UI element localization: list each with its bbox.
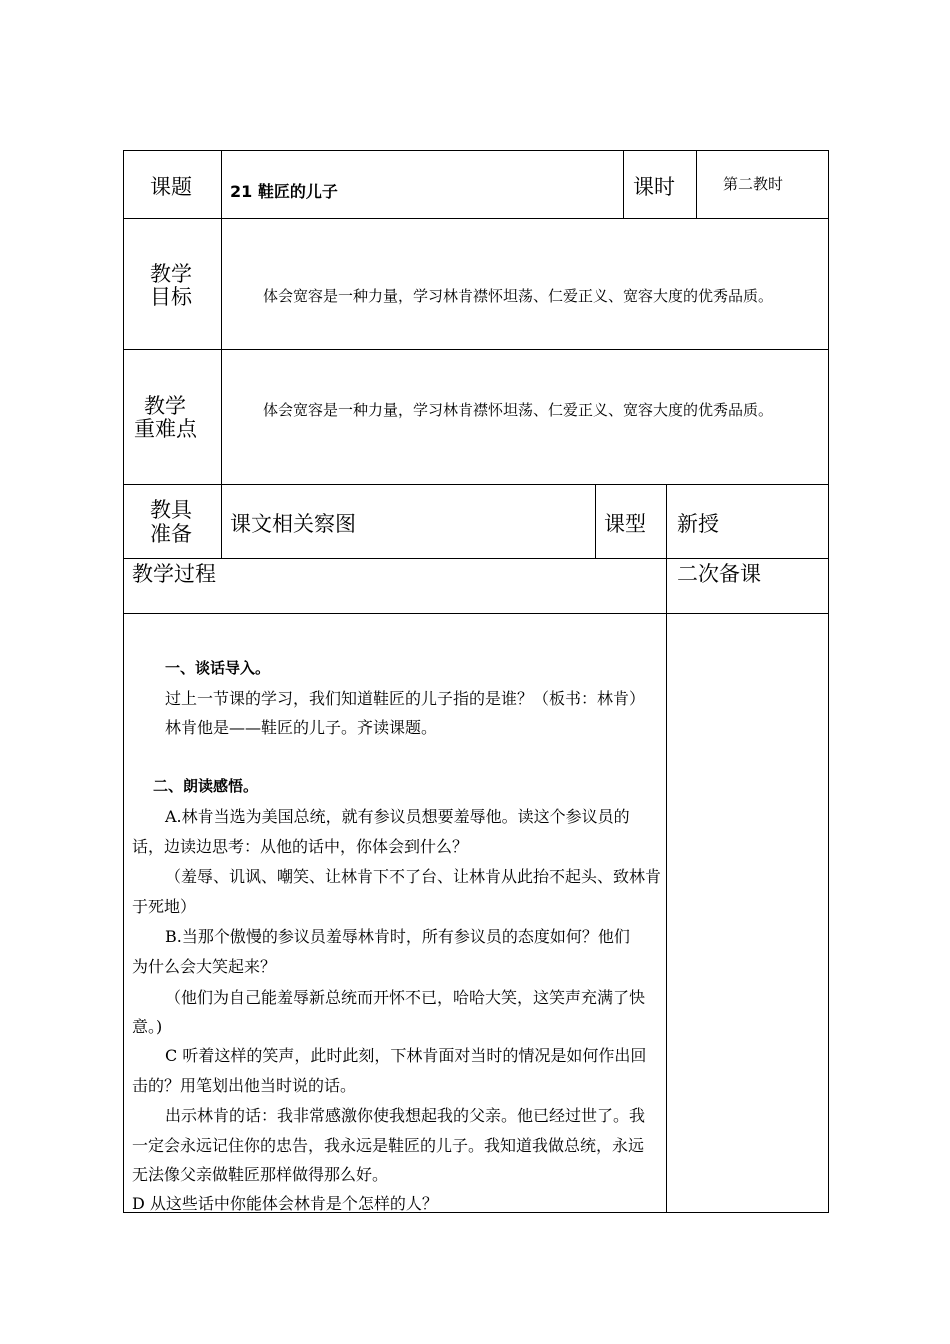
label-column-divider (221, 150, 222, 558)
process-paragraph: D 从这些话中你能体会林肯是个怎样的人？ (132, 1194, 438, 1213)
row4-divider-a (595, 484, 596, 558)
row4-divider-b (666, 484, 667, 558)
key-points-content: 体会宽容是一种力量，学习林肯襟怀坦荡、仁爱正义、宽容大度的优秀品质。 (263, 401, 774, 419)
process-paragraph: C 听着这样的笑声，此时此刻，下林肯面对当时的情况是如何作出回 (165, 1046, 647, 1065)
section-heading-reading: 二、朗读感悟。 (153, 777, 259, 795)
table-top-border (123, 150, 829, 151)
objective-content: 体会宽容是一种力量，学习林肯襟怀坦荡、仁爱正义、宽容大度的优秀品质。 (263, 287, 774, 305)
process-paragraph: 一定会永远记住你的忠告，我永远是鞋匠的儿子。我知道我做总统，永远 (132, 1136, 645, 1155)
key-points-label-line2: 重难点 (134, 417, 197, 441)
row1-divider-b (696, 150, 697, 218)
table-left-border (123, 150, 124, 1213)
process-paragraph: 于死地） (132, 897, 197, 916)
objective-label-line2: 目标 (150, 285, 192, 309)
process-paragraph: 意。) (132, 1017, 163, 1036)
lesson-type-label: 课型 (604, 512, 646, 536)
process-paragraph: 出示林肯的话：我非常感激你使我想起我的父亲。他已经过世了。我 (165, 1106, 646, 1125)
process-label: 教学过程 (132, 562, 216, 586)
topic-title: 21 鞋匠的儿子 (230, 182, 338, 201)
topic-label: 课题 (150, 175, 192, 199)
process-paragraph: 击的？用笔划出他当时说的话。 (132, 1076, 357, 1095)
materials-label-line1: 教具 (150, 498, 192, 522)
row-divider (123, 218, 829, 219)
period-value: 第二教时 (723, 175, 784, 193)
process-paragraph: 过上一节课的学习，我们知道鞋匠的儿子指的是谁？（板书：林肯） (165, 689, 646, 708)
process-paragraph: 林肯他是——鞋匠的儿子。齐读课题。 (165, 718, 438, 737)
table-right-border (828, 150, 829, 1213)
row1-divider-a (623, 150, 624, 218)
process-paragraph: 无法像父亲做鞋匠那样做得那么好。 (132, 1165, 389, 1184)
row-divider (123, 349, 829, 350)
materials-value: 课文相关察图 (230, 512, 356, 536)
process-paragraph: B.当那个傲慢的参议员羞辱林肯时，所有参议员的态度如何？他们 (165, 927, 630, 946)
process-paragraph: （羞辱、讥讽、嘲笑、让林肯下不了台、让林肯从此抬不起头、致林肯 (165, 867, 662, 886)
materials-label-line2: 准备 (150, 522, 192, 546)
process-column-divider (666, 558, 667, 1213)
row-divider (123, 484, 829, 485)
objective-label-line1: 教学 (150, 262, 192, 286)
section-heading-intro: 一、谈话导入。 (165, 659, 271, 677)
process-paragraph: A.林肯当选为美国总统，就有参议员想要羞辱他。读这个参议员的 (165, 807, 630, 826)
key-points-label-line1: 教学 (144, 394, 186, 418)
period-label: 课时 (633, 175, 675, 199)
row-divider (123, 613, 829, 614)
process-paragraph: 话，边读边思考：从他的话中，你体会到什么？ (132, 837, 469, 856)
process-paragraph: 为什么会大笑起来？ (132, 957, 277, 976)
process-paragraph: （他们为自己能羞辱新总统而开怀不已，哈哈大笑，这笑声充满了快 (165, 988, 646, 1007)
second-prep-label: 二次备课 (677, 562, 761, 586)
lesson-type-value: 新授 (677, 512, 719, 536)
